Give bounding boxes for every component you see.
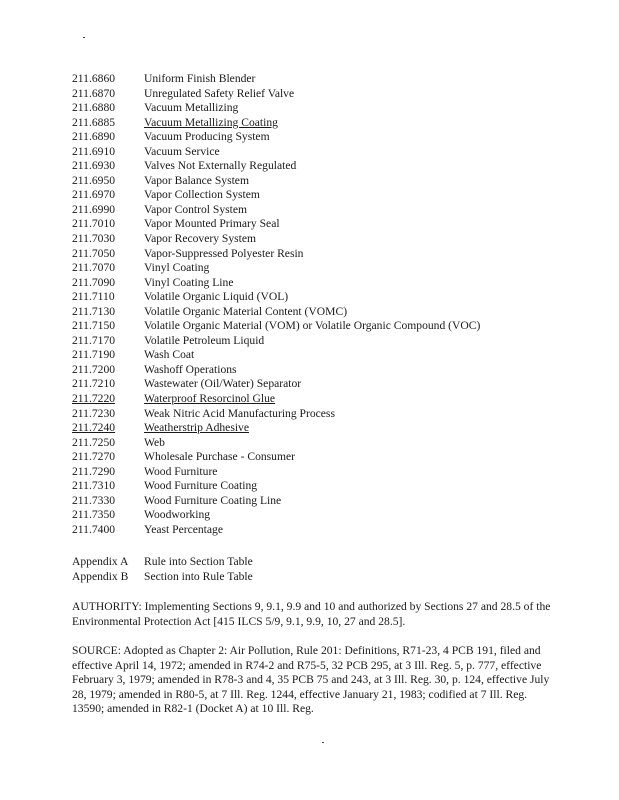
authority-note: AUTHORITY: Implementing Sections 9, 9.1, 9.9 and 10 and authorized by Sections 27 and 28.5 of the Environmental Protection Act [415 ILCS 5/9, 9.1, 9.9, 10, 27 and 28.5]. <box>72 600 551 628</box>
section-entry <box>72 392 480 407</box>
section-entry <box>72 450 480 465</box>
section-title: Wood Furniture Coating <box>144 479 258 493</box>
section-number: 211.7130 <box>72 304 116 318</box>
section-number: 211.7150 <box>72 319 116 333</box>
section-title: Vacuum Metallizing <box>144 101 239 115</box>
section-title: Weak Nitric Acid Manufacturing Process <box>144 406 335 420</box>
section-title: Vapor Control System <box>144 202 248 216</box>
section-number: 211.7110 <box>72 290 115 304</box>
section-number: 211.7350 <box>72 508 116 522</box>
section-number: 211.7190 <box>72 348 116 362</box>
section-entry <box>72 217 480 232</box>
section-list <box>72 72 480 538</box>
section-number: 211.7210 <box>72 377 116 391</box>
appendix-entry <box>72 570 253 585</box>
section-number: 211.6885 <box>72 115 116 129</box>
section-title: Unregulated Safety Relief Valve <box>144 86 295 100</box>
source-note: SOURCE: Adopted as Chapter 2: Air Pollution, Rule 201: Definitions, R71-23, 4 PCB 191, filed and effective April 14, 1972; amended in R74-2 and R75-5, 32 PCB 295, at 3 Ill. Reg. 5, p. 777, effective February 3, 1979; amended in R78-3 and 4, 35 PCB 75 and 243, at 3 Ill. Reg. 30, p. 124, effective July 28, 1979; amended in R80-5, at 7 Ill. Reg. 1244, effective January 21, 1983; codified at 7 Ill. Reg. 13590; amended in R82-1 (Docket A) at 10 Ill. Reg. <box>72 644 550 715</box>
section-number: 211.7330 <box>72 493 116 507</box>
section-title: Yeast Percentage <box>144 522 223 536</box>
section-number: 211.6870 <box>72 86 116 100</box>
section-number: 211.6910 <box>72 144 116 158</box>
section-entry <box>72 232 480 247</box>
section-entry <box>72 261 480 276</box>
section-number: 211.7240 <box>72 421 116 435</box>
section-entry <box>72 407 480 422</box>
section-number: 211.6970 <box>72 188 116 202</box>
section-title: Weatherstrip Adhesive <box>144 421 249 435</box>
section-number: 211.7010 <box>72 217 116 231</box>
section-entry <box>72 174 480 189</box>
section-entry <box>72 334 480 349</box>
section-entry <box>72 523 480 538</box>
section-entry <box>72 203 480 218</box>
section-number: 211.6930 <box>72 159 116 173</box>
section-number: 211.7050 <box>72 246 116 260</box>
section-entry <box>72 87 480 102</box>
section-number: 211.7270 <box>72 450 116 464</box>
section-number: 211.7200 <box>72 362 116 376</box>
section-entry <box>72 72 480 87</box>
section-number: 211.7030 <box>72 232 116 246</box>
section-title: Wash Coat <box>144 348 195 362</box>
section-title: Vacuum Service <box>144 144 220 158</box>
section-entry <box>72 145 480 160</box>
section-title: Woodworking <box>144 508 211 522</box>
appendix-entry <box>72 555 253 570</box>
section-number: 211.7220 <box>72 392 116 406</box>
section-entry <box>72 159 480 174</box>
section-entry <box>72 305 480 320</box>
section-title: Vapor Balance System <box>144 173 249 187</box>
scan-speck <box>322 742 324 743</box>
section-number: 211.7290 <box>72 464 116 478</box>
section-number: 211.7090 <box>72 275 116 289</box>
section-entry <box>72 479 480 494</box>
section-entry <box>72 494 480 509</box>
section-title: Vapor-Suppressed Polyester Resin <box>144 246 304 260</box>
section-number: 211.6950 <box>72 173 116 187</box>
section-title: Vapor Mounted Primary Seal <box>144 217 280 231</box>
section-title: Web <box>144 435 165 449</box>
section-title: Waterproof Resorcinol Glue <box>144 392 276 406</box>
section-title: Volatile Petroleum Liquid <box>144 333 265 347</box>
section-entry <box>72 290 480 305</box>
section-number: 211.6880 <box>72 101 116 115</box>
scan-speck <box>83 37 85 38</box>
section-title: Volatile Organic Liquid (VOL) <box>144 290 289 304</box>
section-entry <box>72 348 480 363</box>
section-number: 211.6860 <box>72 72 116 85</box>
appendix-title: Section into Rule Table <box>144 569 253 583</box>
section-entry <box>72 188 480 203</box>
section-entry <box>72 421 480 436</box>
section-title: Washoff Operations <box>144 362 237 376</box>
section-title: Wholesale Purchase - Consumer <box>144 450 295 464</box>
section-number: 211.6990 <box>72 202 116 216</box>
section-number: 211.7230 <box>72 406 116 420</box>
section-title: Wood Furniture Coating Line <box>144 493 282 507</box>
appendix-label: Appendix B <box>72 569 129 583</box>
section-title: Vacuum Metallizing Coating <box>144 115 278 129</box>
section-title: Wastewater (Oil/Water) Separator <box>144 377 302 391</box>
section-title: Vacuum Producing System <box>144 130 270 144</box>
section-entry <box>72 319 480 334</box>
section-entry <box>72 247 480 262</box>
section-title: Valves Not Externally Regulated <box>144 159 297 173</box>
section-entry <box>72 465 480 480</box>
section-entry <box>72 101 480 116</box>
appendix-title: Rule into Section Table <box>144 555 253 568</box>
section-entry <box>72 116 480 131</box>
section-number: 211.7170 <box>72 333 116 347</box>
section-title: Wood Furniture <box>144 464 218 478</box>
section-number: 211.7400 <box>72 522 116 536</box>
section-title: Vinyl Coating <box>144 261 210 275</box>
section-number: 211.7310 <box>72 479 116 493</box>
appendix-label: Appendix A <box>72 555 129 568</box>
section-title: Volatile Organic Material Content (VOMC) <box>144 304 348 318</box>
section-number: 211.6890 <box>72 130 116 144</box>
section-entry <box>72 363 480 378</box>
section-title: Volatile Organic Material (VOM) or Volatile Organic Compound (VOC) <box>144 319 481 333</box>
section-title: Vapor Collection System <box>144 188 260 202</box>
section-entry <box>72 276 480 291</box>
section-entry <box>72 436 480 451</box>
section-number: 211.7070 <box>72 261 116 275</box>
appendix-list <box>72 555 253 584</box>
section-entry <box>72 377 480 392</box>
section-title: Uniform Finish Blender <box>144 72 256 85</box>
section-entry <box>72 508 480 523</box>
section-title: Vapor Recovery System <box>144 232 257 246</box>
section-number: 211.7250 <box>72 435 116 449</box>
section-title: Vinyl Coating Line <box>144 275 234 289</box>
section-entry <box>72 130 480 145</box>
